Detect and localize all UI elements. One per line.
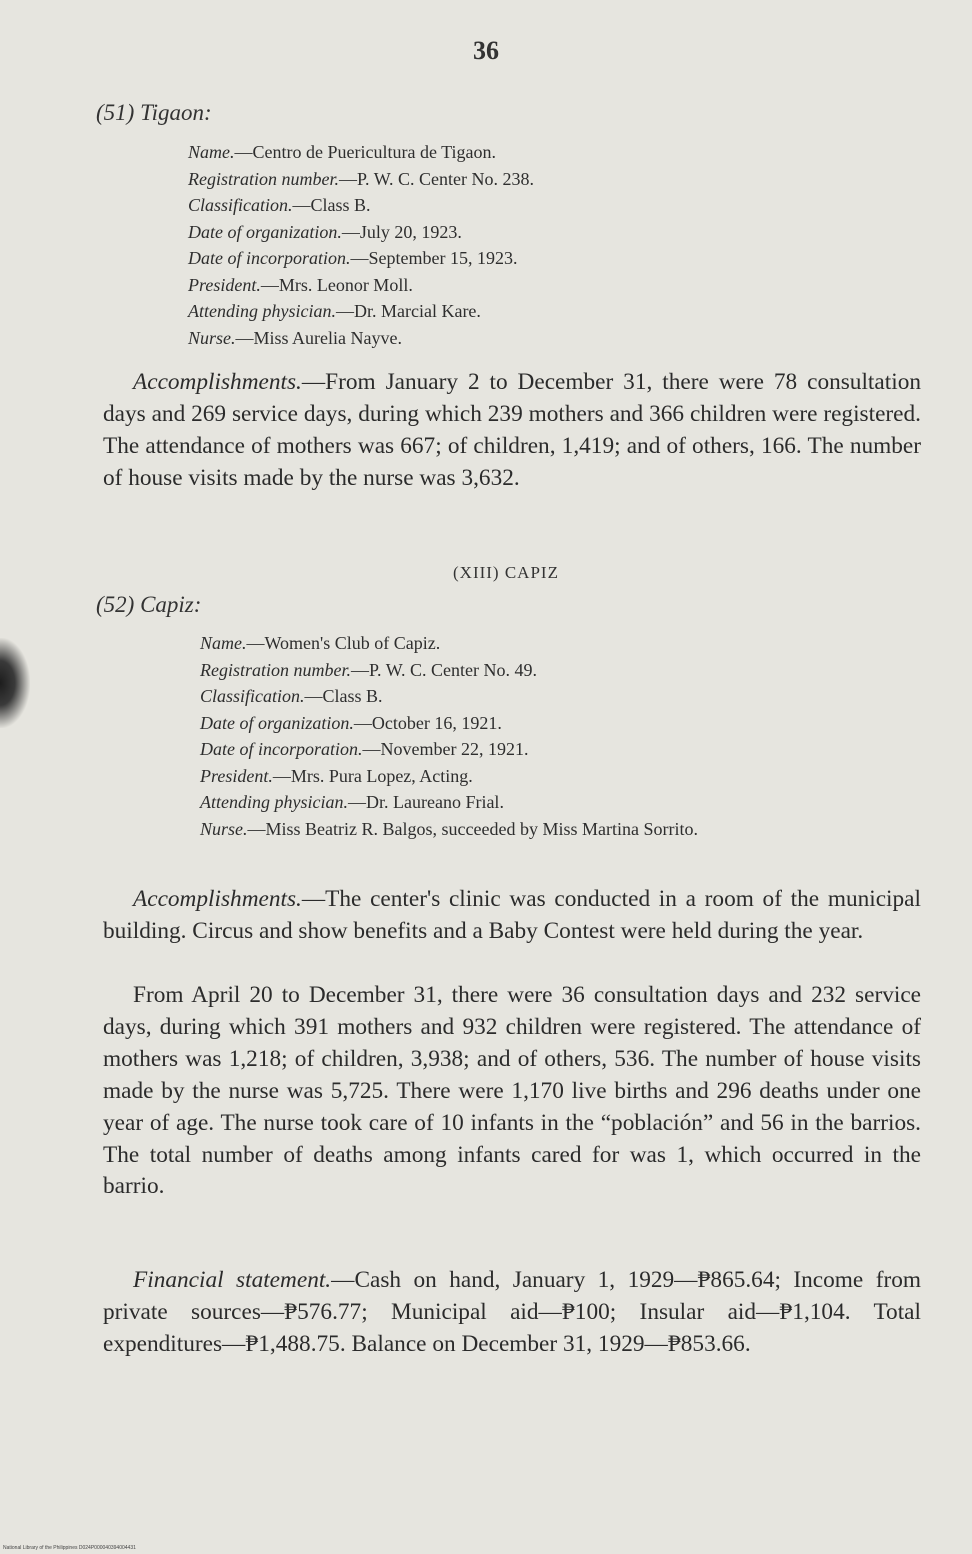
statistics-paragraph-capiz: From April 20 to December 31, there were 36 consultation days and 232 service days, during which 391 mothers and 932 children were registered. The attendance of mothers was 1,218; of children, 3,938; and of others, 536. The number of house visits made by the nurse was 5,725. There were 1,170 live births and 296 deaths under one year of age. The nurse took care of 10 infants in the “población” and 56 in the barrios. The total number of deaths among infants cared for was 1, which occurred in the barrio. xyxy=(103,982,921,1200)
footer-stamp: National Library of the Philippines D024P000040394004431 xyxy=(3,1545,136,1551)
page-edge-smudge xyxy=(0,638,30,728)
entry-number: (51) xyxy=(96,100,135,125)
field-date-of-incorporation: Date of incorporation.—November 22, 1921. xyxy=(200,739,529,759)
page-number: 36 xyxy=(473,36,499,65)
field-registration-number: Registration number.—P. W. C. Center No. 238. xyxy=(188,168,535,189)
field-date-of-organization: Date of organization.—July 20, 1923. xyxy=(188,221,462,242)
entry-heading-capiz xyxy=(96,592,201,618)
field-classification: Classification.—Class B. xyxy=(200,686,383,706)
entry-number: (52) xyxy=(96,592,135,617)
financial-statement-paragraph-capiz: Financial statement.—Cash on hand, January 1, 1929—₱865.64; Income from private sources—₱576.77; Municipal aid—₱100; Insular aid—₱1,104. Total expenditures—₱1,488.75. Balance on December 31, 1929—₱853.66. xyxy=(103,1267,921,1357)
entry-place: Capiz: xyxy=(140,592,202,617)
entry-place: Tigaon: xyxy=(140,100,212,125)
field-president: President.—Mrs. Leonor Moll. xyxy=(188,274,413,295)
field-nurse: Nurse.—Miss Aurelia Nayve. xyxy=(188,327,402,348)
field-list-capiz xyxy=(200,630,944,842)
accomplishments-paragraph-tigaon: Accomplishments.—From January 2 to December 31, there were 78 consultation days and 269 service days, during which 239 mothers and 366 children were registered. The attendance of mothers was 667; of children, 1,419; and of others, 166. The number of house visits made by the nurse was 3,632. xyxy=(103,369,921,491)
field-name: Name.—Centro de Puericultura de Tigaon. xyxy=(188,142,496,162)
section-heading-capiz: (XIII) CAPIZ xyxy=(453,563,559,582)
field-date-of-organization: Date of organization.—October 16, 1921. xyxy=(200,712,502,733)
entry-heading-tigaon xyxy=(96,100,212,126)
field-president: President.—Mrs. Pura Lopez, Acting. xyxy=(200,765,473,786)
field-nurse: Nurse.—Miss Beatriz R. Balgos, succeeded by Miss Martina Sorrito. xyxy=(200,818,698,839)
field-date-of-incorporation: Date of incorporation.—September 15, 1923. xyxy=(188,248,518,268)
accomplishments-paragraph-capiz: Accomplishments.—The center's clinic was conducted in a room of the municipal building. Circus and show benefits and a Baby Contest were held during the year. xyxy=(103,886,921,944)
field-attending-physician: Attending physician.—Dr. Marcial Kare. xyxy=(188,301,481,321)
field-registration-number: Registration number.—P. W. C. Center No. 49. xyxy=(200,659,538,680)
field-classification: Classification.—Class B. xyxy=(188,195,371,215)
field-name: Name.—Women's Club of Capiz. xyxy=(200,633,441,653)
field-attending-physician: Attending physician.—Dr. Laureano Frial. xyxy=(200,792,504,812)
field-list-tigaon xyxy=(188,139,534,351)
